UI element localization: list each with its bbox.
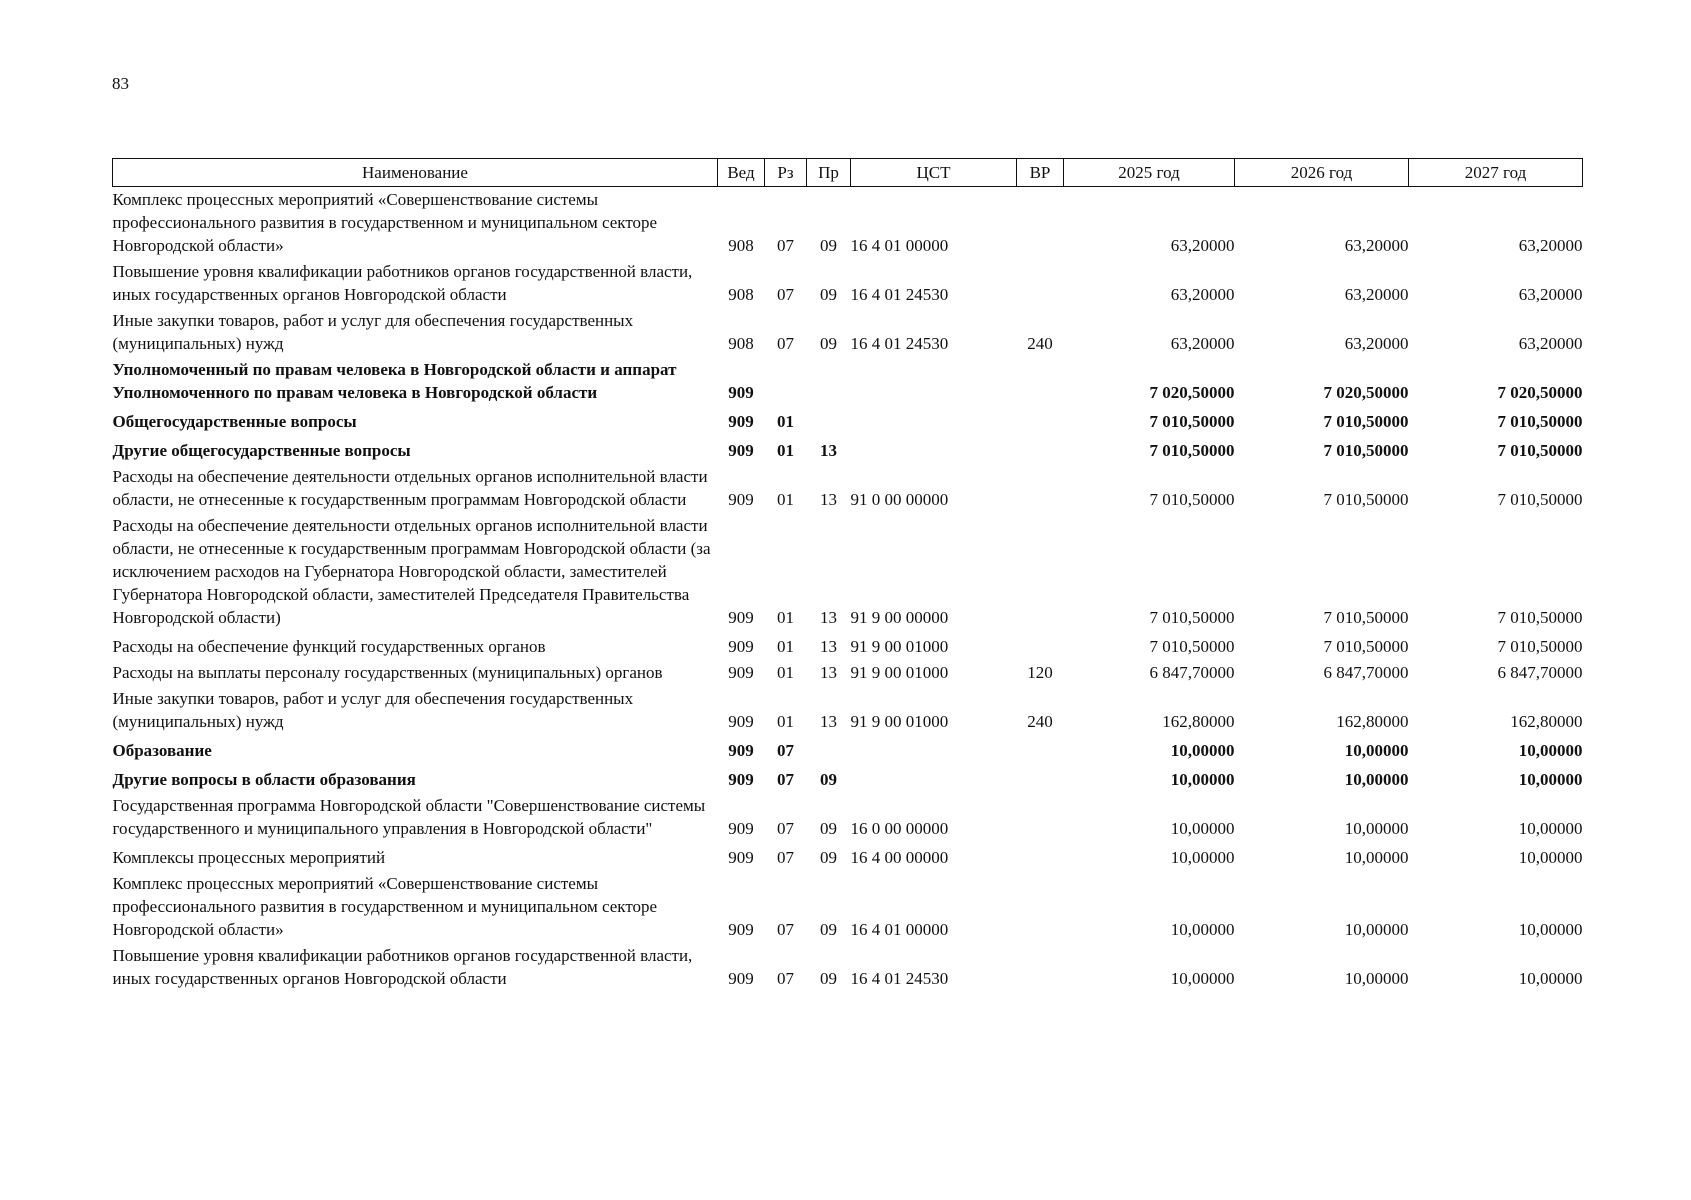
row-amount-2025: 10,00000 bbox=[1170, 770, 1235, 789]
row-name: Комплексы процессных мероприятий bbox=[112, 848, 386, 867]
row-amount-2026: 162,80000 bbox=[1336, 712, 1409, 731]
page-number: 83 bbox=[112, 74, 129, 93]
row-vr bbox=[1017, 871, 1064, 943]
row-pr: 13 bbox=[820, 712, 837, 731]
row-pr: 13 bbox=[820, 441, 837, 460]
row-vr bbox=[1017, 259, 1064, 308]
row-cst: 91 9 00 00000 bbox=[850, 608, 949, 627]
row-ved: 909 bbox=[728, 608, 754, 627]
row-pr bbox=[807, 735, 851, 764]
row-cst bbox=[851, 406, 1017, 435]
header-name: Наименование bbox=[113, 159, 718, 187]
header-pr: Пр bbox=[807, 159, 851, 187]
row-amount-2026: 6 847,70000 bbox=[1323, 663, 1409, 682]
row-cst: 16 4 01 24530 bbox=[850, 285, 949, 304]
row-ved: 908 bbox=[728, 236, 754, 255]
row-amount-2027: 7 010,50000 bbox=[1497, 441, 1583, 460]
table-row bbox=[113, 435, 1583, 464]
row-amount-2027: 63,20000 bbox=[1518, 334, 1583, 353]
row-ved: 909 bbox=[728, 412, 754, 431]
row-cst bbox=[851, 735, 1017, 764]
row-ved: 909 bbox=[728, 848, 754, 867]
row-pr bbox=[807, 357, 851, 406]
row-cst bbox=[851, 357, 1017, 406]
row-name: Расходы на выплаты персоналу государственных (муниципальных) органов bbox=[112, 663, 663, 682]
row-vr bbox=[1017, 764, 1064, 793]
row-amount-2027: 162,80000 bbox=[1510, 712, 1583, 731]
header-vr: ВР bbox=[1017, 159, 1064, 187]
row-ved: 909 bbox=[728, 770, 754, 789]
row-ved: 908 bbox=[728, 285, 754, 304]
row-pr bbox=[807, 406, 851, 435]
row-rz: 01 bbox=[777, 490, 794, 509]
row-rz: 07 bbox=[777, 969, 794, 988]
row-name: Уполномоченный по правам человека в Новгородской области и аппарат Уполномоченного по правам человека в Новгородской области bbox=[112, 360, 677, 402]
table-row bbox=[113, 406, 1583, 435]
header-ved: Вед bbox=[718, 159, 765, 187]
row-amount-2025: 7 020,50000 bbox=[1149, 383, 1235, 402]
row-ved: 908 bbox=[728, 334, 754, 353]
row-ved: 909 bbox=[728, 712, 754, 731]
row-amount-2025: 10,00000 bbox=[1170, 819, 1235, 838]
row-vr bbox=[1017, 406, 1064, 435]
table-row bbox=[113, 187, 1583, 260]
row-rz: 01 bbox=[777, 608, 794, 627]
row-amount-2025: 10,00000 bbox=[1170, 848, 1235, 867]
header-cst: ЦСТ bbox=[851, 159, 1017, 187]
row-rz: 07 bbox=[777, 920, 794, 939]
row-amount-2027: 7 010,50000 bbox=[1497, 490, 1583, 509]
row-pr: 13 bbox=[820, 663, 837, 682]
header-2027: 2027 год bbox=[1409, 159, 1583, 187]
row-amount-2027: 10,00000 bbox=[1518, 920, 1583, 939]
row-rz: 01 bbox=[777, 412, 794, 431]
row-amount-2026: 7 020,50000 bbox=[1323, 383, 1409, 402]
table-row bbox=[113, 631, 1583, 660]
row-pr: 09 bbox=[820, 819, 837, 838]
header-2026: 2026 год bbox=[1235, 159, 1409, 187]
row-amount-2026: 10,00000 bbox=[1344, 741, 1409, 760]
row-cst: 16 4 01 00000 bbox=[850, 236, 949, 255]
row-amount-2025: 10,00000 bbox=[1170, 920, 1235, 939]
row-pr: 13 bbox=[820, 637, 837, 656]
table-header-row bbox=[113, 159, 1583, 187]
row-vr bbox=[1017, 187, 1064, 260]
row-amount-2025: 162,80000 bbox=[1162, 712, 1235, 731]
row-ved: 909 bbox=[728, 819, 754, 838]
row-name: Общегосударственные вопросы bbox=[112, 412, 357, 431]
row-amount-2025: 7 010,50000 bbox=[1149, 441, 1235, 460]
row-cst: 16 4 01 00000 bbox=[850, 920, 949, 939]
row-rz: 07 bbox=[777, 848, 794, 867]
row-amount-2026: 63,20000 bbox=[1344, 285, 1409, 304]
row-vr bbox=[1017, 513, 1064, 631]
row-pr: 13 bbox=[820, 608, 837, 627]
row-rz: 01 bbox=[777, 441, 794, 460]
table-body bbox=[113, 187, 1583, 993]
row-ved: 909 bbox=[728, 383, 754, 402]
table-row bbox=[113, 764, 1583, 793]
table-row bbox=[113, 259, 1583, 308]
row-name: Повышение уровня квалификации работников органов государственной власти, иных государственных органов Новгородской области bbox=[112, 262, 693, 304]
row-cst: 91 9 00 01000 bbox=[850, 663, 949, 682]
row-ved: 909 bbox=[728, 490, 754, 509]
table-row bbox=[113, 793, 1583, 842]
row-amount-2025: 7 010,50000 bbox=[1149, 490, 1235, 509]
row-cst: 91 0 00 00000 bbox=[850, 490, 949, 509]
row-name: Расходы на обеспечение деятельности отдельных органов исполнительной власти области, не отнесенные к государственным программам Новгородской области (за исключением расходов на Губернатора Новгородской области, заместителей Губернатора Новгородской области, заместителей Председателя Правительства Новгородской области) bbox=[112, 516, 711, 627]
row-amount-2027: 10,00000 bbox=[1518, 848, 1583, 867]
row-amount-2026: 7 010,50000 bbox=[1323, 490, 1409, 509]
row-amount-2026: 10,00000 bbox=[1344, 969, 1409, 988]
header-2025: 2025 год bbox=[1064, 159, 1235, 187]
row-rz: 01 bbox=[777, 712, 794, 731]
table-row bbox=[113, 871, 1583, 943]
table-row bbox=[113, 735, 1583, 764]
row-name: Образование bbox=[112, 741, 212, 760]
row-amount-2025: 6 847,70000 bbox=[1149, 663, 1235, 682]
row-pr: 09 bbox=[820, 969, 837, 988]
row-rz: 07 bbox=[777, 236, 794, 255]
row-vr bbox=[1017, 735, 1064, 764]
row-pr: 13 bbox=[820, 490, 837, 509]
row-amount-2025: 63,20000 bbox=[1170, 285, 1235, 304]
row-cst: 16 4 00 00000 bbox=[850, 848, 949, 867]
row-vr bbox=[1017, 842, 1064, 871]
row-amount-2025: 10,00000 bbox=[1170, 969, 1235, 988]
row-pr: 09 bbox=[820, 285, 837, 304]
row-ved: 909 bbox=[728, 969, 754, 988]
table-row bbox=[113, 943, 1583, 992]
row-name: Повышение уровня квалификации работников органов государственной власти, иных государственных органов Новгородской области bbox=[112, 946, 693, 988]
row-name: Другие вопросы в области образования bbox=[112, 770, 416, 789]
row-rz: 07 bbox=[777, 770, 794, 789]
table-row bbox=[113, 686, 1583, 735]
row-pr: 09 bbox=[820, 770, 837, 789]
row-amount-2027: 10,00000 bbox=[1518, 770, 1583, 789]
row-name: Комплекс процессных мероприятий «Совершенствование системы профессионального развития в государственном и муниципальном секторе Новгородской области» bbox=[112, 190, 658, 255]
table-row bbox=[113, 308, 1583, 357]
row-amount-2027: 7 010,50000 bbox=[1497, 637, 1583, 656]
row-pr: 09 bbox=[820, 848, 837, 867]
row-ved: 909 bbox=[728, 637, 754, 656]
row-amount-2025: 7 010,50000 bbox=[1149, 412, 1235, 431]
row-vr bbox=[1017, 357, 1064, 406]
row-name: Государственная программа Новгородской области "Совершенствование системы государственного и муниципального управления в Новгородской области" bbox=[112, 796, 706, 838]
row-cst bbox=[851, 435, 1017, 464]
row-amount-2026: 10,00000 bbox=[1344, 920, 1409, 939]
row-amount-2026: 10,00000 bbox=[1344, 848, 1409, 867]
row-cst: 91 9 00 01000 bbox=[850, 637, 949, 656]
table-row bbox=[113, 513, 1583, 631]
row-amount-2025: 7 010,50000 bbox=[1149, 637, 1235, 656]
row-rz: 07 bbox=[777, 819, 794, 838]
row-amount-2027: 7 020,50000 bbox=[1497, 383, 1583, 402]
row-vr bbox=[1017, 943, 1064, 992]
row-rz: 01 bbox=[777, 637, 794, 656]
row-cst: 91 9 00 01000 bbox=[850, 712, 949, 731]
row-pr: 09 bbox=[820, 236, 837, 255]
header-rz: Рз bbox=[765, 159, 807, 187]
row-rz: 07 bbox=[777, 741, 794, 760]
row-amount-2026: 63,20000 bbox=[1344, 334, 1409, 353]
row-ved: 909 bbox=[728, 920, 754, 939]
row-amount-2026: 7 010,50000 bbox=[1323, 441, 1409, 460]
row-pr: 09 bbox=[820, 920, 837, 939]
row-amount-2027: 7 010,50000 bbox=[1497, 608, 1583, 627]
table-row bbox=[113, 660, 1583, 686]
row-amount-2026: 7 010,50000 bbox=[1323, 637, 1409, 656]
row-cst: 16 4 01 24530 bbox=[850, 334, 949, 353]
row-amount-2026: 7 010,50000 bbox=[1323, 412, 1409, 431]
row-amount-2027: 63,20000 bbox=[1518, 285, 1583, 304]
row-amount-2025: 7 010,50000 bbox=[1149, 608, 1235, 627]
table-row bbox=[113, 357, 1583, 406]
row-cst: 16 4 01 24530 bbox=[850, 969, 949, 988]
row-cst: 16 0 00 00000 bbox=[850, 819, 949, 838]
row-rz: 07 bbox=[777, 334, 794, 353]
table-row bbox=[113, 842, 1583, 871]
row-pr: 09 bbox=[820, 334, 837, 353]
row-vr bbox=[1017, 793, 1064, 842]
row-amount-2027: 10,00000 bbox=[1518, 741, 1583, 760]
row-vr bbox=[1017, 464, 1064, 513]
table-row bbox=[113, 464, 1583, 513]
row-name: Иные закупки товаров, работ и услуг для обеспечения государственных (муниципальных) нужд bbox=[112, 689, 634, 731]
row-amount-2026: 10,00000 bbox=[1344, 770, 1409, 789]
row-vr: 240 bbox=[1027, 334, 1053, 353]
row-name: Комплекс процессных мероприятий «Совершенствование системы профессионального развития в государственном и муниципальном секторе Новгородской области» bbox=[112, 874, 658, 939]
row-amount-2027: 63,20000 bbox=[1518, 236, 1583, 255]
row-vr bbox=[1017, 631, 1064, 660]
row-amount-2027: 10,00000 bbox=[1518, 819, 1583, 838]
row-amount-2027: 10,00000 bbox=[1518, 969, 1583, 988]
row-name: Иные закупки товаров, работ и услуг для обеспечения государственных (муниципальных) нужд bbox=[112, 311, 634, 353]
row-amount-2025: 10,00000 bbox=[1170, 741, 1235, 760]
row-amount-2025: 63,20000 bbox=[1170, 334, 1235, 353]
row-ved: 909 bbox=[728, 663, 754, 682]
row-ved: 909 bbox=[728, 741, 754, 760]
row-amount-2026: 7 010,50000 bbox=[1323, 608, 1409, 627]
row-rz bbox=[765, 357, 807, 406]
row-amount-2027: 7 010,50000 bbox=[1497, 412, 1583, 431]
row-amount-2027: 6 847,70000 bbox=[1497, 663, 1583, 682]
row-name: Другие общегосударственные вопросы bbox=[112, 441, 411, 460]
row-vr: 240 bbox=[1027, 712, 1053, 731]
row-amount-2026: 10,00000 bbox=[1344, 819, 1409, 838]
row-rz: 01 bbox=[777, 663, 794, 682]
budget-table bbox=[112, 158, 1583, 992]
row-rz: 07 bbox=[777, 285, 794, 304]
row-vr: 120 bbox=[1027, 663, 1053, 682]
row-name: Расходы на обеспечение функций государственных органов bbox=[112, 637, 546, 656]
row-name: Расходы на обеспечение деятельности отдельных органов исполнительной власти области, не отнесенные к государственным программам Новгородской области bbox=[112, 467, 708, 509]
row-amount-2025: 63,20000 bbox=[1170, 236, 1235, 255]
row-amount-2026: 63,20000 bbox=[1344, 236, 1409, 255]
row-cst bbox=[851, 764, 1017, 793]
row-vr bbox=[1017, 435, 1064, 464]
row-ved: 909 bbox=[728, 441, 754, 460]
